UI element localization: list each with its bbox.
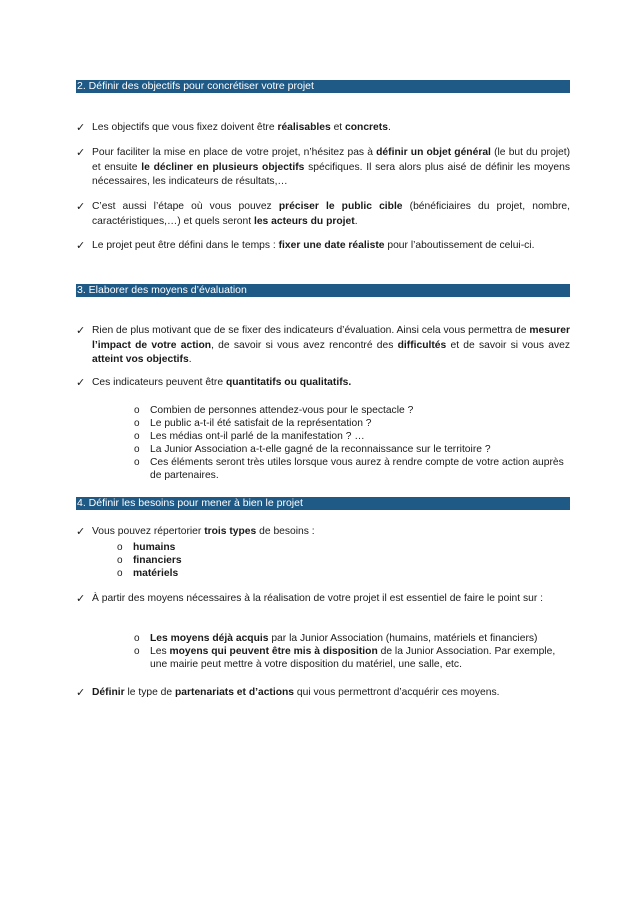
sub-list-item: o Les médias ont-il parlé de la manifestation ? …	[134, 431, 365, 442]
checkmark-icon: ✓	[76, 324, 86, 337]
bullet-icon: o	[134, 418, 140, 429]
bullet-icon: o	[134, 405, 140, 416]
sub-list-item: o financiers	[117, 555, 182, 566]
bullet-icon: o	[134, 646, 140, 657]
sub-list-item: o Le public a-t-il été satisfait de la représentation ?	[134, 418, 372, 429]
checkmark-icon: ✓	[76, 525, 86, 538]
bullet-icon: o	[117, 568, 123, 579]
bullet-icon: o	[134, 431, 140, 442]
sub-list-item: o Combien de personnes attendez-vous pour le spectacle ?	[134, 405, 414, 416]
list-item: ✓ Ces indicateurs peuvent être quantitatifs ou qualitatifs.	[76, 376, 352, 389]
sub-list-item: o Ces éléments seront très utiles lorsque vous aurez à rendre compte de votre action auprès de partenaires.	[134, 457, 564, 482]
sub-list-item: o Les moyens qui peuvent être mis à disposition de la Junior Association. Par exemple, une mairie peut mettre à votre disposition du matériel, une salle, etc.	[134, 646, 556, 671]
list-item: ✓ Rien de plus motivant que de se fixer des indicateurs d’évaluation. Ainsi cela vous permettra de mesurer l’impact de votre action, de savoir si vous avez rencontré des difficultés et de savoir si vous avez atteint vos objectifs.	[76, 324, 570, 365]
checkmark-icon: ✓	[76, 239, 86, 252]
section-4-heading: 4. Définir les besoins pour mener à bien le projet	[76, 497, 570, 510]
checkmark-icon: ✓	[76, 376, 86, 389]
list-item: ✓ Les objectifs que vous fixez doivent être réalisables et concrets.	[76, 121, 391, 134]
bullet-icon: o	[134, 457, 140, 468]
checkmark-icon: ✓	[76, 686, 86, 699]
sub-list-item: o La Junior Association a-t-elle gagné de la reconnaissance sur le territoire ?	[134, 444, 491, 455]
sub-list-item: o Les moyens déjà acquis par la Junior Association (humains, matériels et financiers)	[134, 633, 538, 644]
section-3-heading: 3. Elaborer des moyens d’évaluation	[76, 284, 570, 297]
list-item: ✓ Vous pouvez répertorier trois types de besoins :	[76, 525, 315, 538]
bullet-icon: o	[117, 542, 123, 553]
bullet-icon: o	[134, 633, 140, 644]
bullet-icon: o	[134, 444, 140, 455]
checkmark-icon: ✓	[76, 592, 86, 605]
sub-list-item: o humains	[117, 542, 176, 553]
bullet-icon: o	[117, 555, 123, 566]
list-item: ✓ Définir le type de partenariats et d’actions qui vous permettront d’acquérir ces moyens.	[76, 686, 500, 699]
list-item: ✓ Pour faciliter la mise en place de votre projet, n’hésitez pas à définir un objet général (le but du projet) et ensuite le décliner en plusieurs objectifs spécifiques. Il sera alors plus aisé de définir les moyens nécessaires, les indicateurs de résultats,…	[76, 146, 571, 187]
list-item: ✓ C’est aussi l’étape où vous pouvez préciser le public cible (bénéficiaires du projet, nombre, caractéristiques,…) et quels seront les acteurs du projet.	[76, 200, 571, 227]
checkmark-icon: ✓	[76, 200, 86, 213]
list-item: ✓ Le projet peut être défini dans le temps : fixer une date réaliste pour l’aboutissement de celui-ci.	[76, 239, 535, 252]
list-item: ✓ À partir des moyens nécessaires à la réalisation de votre projet il est essentiel de faire le point sur :	[76, 592, 544, 605]
section-2-heading: 2. Définir des objectifs pour concrétiser votre projet	[76, 80, 570, 93]
checkmark-icon: ✓	[76, 121, 86, 134]
checkmark-icon: ✓	[76, 146, 86, 159]
sub-list-item: o matériels	[117, 568, 179, 579]
